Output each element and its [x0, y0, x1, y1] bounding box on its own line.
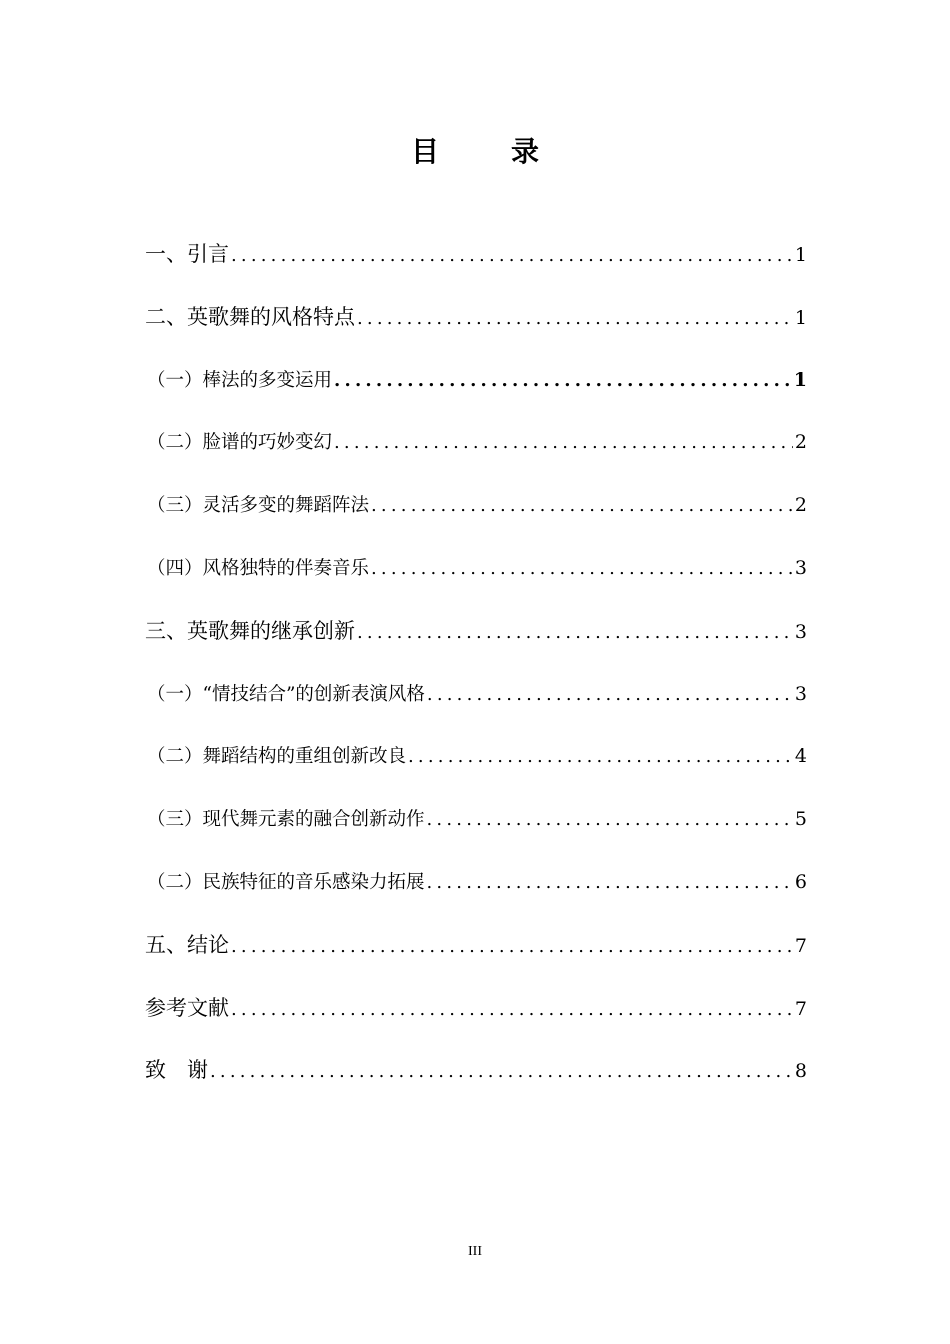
toc-entry-title: 二、英歌舞的风格特点	[145, 304, 355, 329]
toc-entry[interactable]	[145, 234, 807, 297]
toc-dot-leader	[371, 549, 793, 589]
toc-dot-leader	[231, 927, 793, 967]
toc-entry-page: 2	[794, 431, 807, 454]
toc-dot-leader	[210, 1052, 793, 1092]
toc-entry[interactable]	[145, 485, 807, 548]
toc-entry[interactable]	[145, 799, 807, 862]
toc-dot-leader	[357, 613, 793, 653]
table-of-contents	[145, 234, 807, 1113]
toc-entry-title: （一）“情技结合”的创新表演风格	[147, 683, 425, 705]
toc-entry[interactable]	[145, 736, 807, 799]
toc-dot-leader	[427, 675, 793, 715]
toc-entry-page: 7	[794, 934, 807, 957]
toc-dot-leader	[231, 990, 793, 1030]
toc-dot-leader	[408, 737, 793, 777]
toc-entry-page: 5	[794, 808, 807, 831]
toc-dot-leader	[371, 486, 793, 526]
toc-entry-page: 6	[794, 870, 807, 893]
toc-entry[interactable]	[145, 360, 807, 423]
toc-entry[interactable]	[145, 1050, 807, 1113]
toc-entry-page: 1	[794, 244, 807, 266]
toc-entry-page: 1	[793, 368, 807, 391]
toc-entry[interactable]	[145, 548, 807, 611]
toc-dot-leader	[334, 361, 792, 401]
page-number: III	[468, 1244, 482, 1259]
toc-entry-title: （二）脸谱的巧妙变幻	[147, 432, 333, 454]
toc-entry[interactable]	[145, 611, 807, 674]
toc-entry-title: （四）风格独特的伴奏音乐	[147, 557, 370, 579]
toc-entry-page: 8	[794, 1060, 807, 1083]
toc-entry-page: 7	[794, 997, 807, 1020]
toc-entry-title: 一、引言	[145, 242, 229, 266]
toc-entry-page: 2	[794, 494, 807, 517]
toc-entry-title: （三）现代舞元素的融合创新动作	[147, 809, 425, 831]
toc-entry-title: 三、英歌舞的继承创新	[145, 618, 355, 643]
toc-entry-page: 3	[794, 556, 807, 579]
toc-entry-page: 3	[794, 682, 807, 705]
toc-entry-page: 4	[794, 745, 807, 768]
toc-entry-title: （二）民族特征的音乐感染力拓展	[147, 871, 425, 893]
toc-dot-leader	[427, 863, 793, 903]
toc-entry-title: 致 谢	[145, 1058, 208, 1083]
toc-entry-title: 参考文献	[145, 995, 229, 1020]
toc-dot-leader	[231, 236, 793, 276]
toc-entry-page: 1	[794, 306, 807, 329]
toc-entry-page: 3	[794, 620, 807, 643]
toc-dot-leader	[427, 800, 793, 840]
toc-entry[interactable]	[145, 988, 807, 1051]
toc-entry-title: （三）灵活多变的舞蹈阵法	[147, 495, 370, 517]
toc-entry-title: （一）棒法的多变运用	[147, 369, 333, 391]
toc-entry-title: （二）舞蹈结构的重组创新改良	[147, 746, 407, 768]
toc-entry[interactable]	[145, 297, 807, 360]
page-title: 目 录	[410, 135, 561, 168]
toc-entry[interactable]	[145, 862, 807, 925]
toc-entry-title: 五、结论	[145, 932, 229, 957]
toc-entry[interactable]	[145, 674, 807, 737]
toc-entry[interactable]	[145, 925, 807, 988]
toc-dot-leader	[357, 299, 793, 339]
toc-entry[interactable]	[145, 422, 807, 485]
toc-dot-leader	[334, 423, 793, 463]
